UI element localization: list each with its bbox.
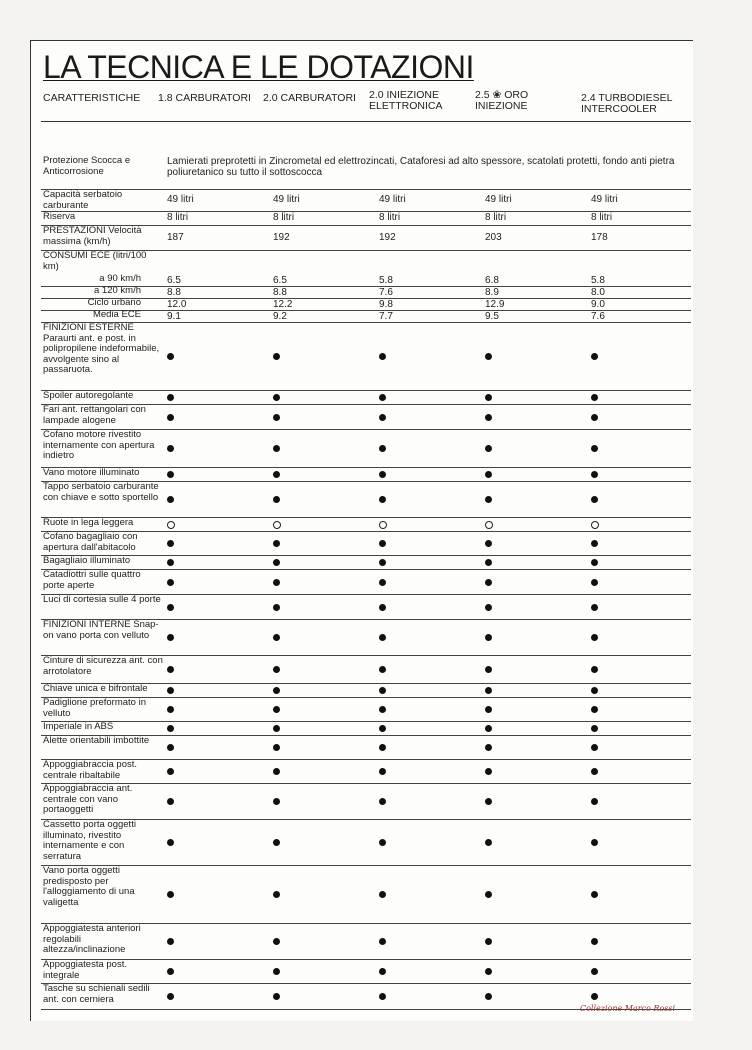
- filled-dot-icon: [379, 445, 386, 452]
- filled-dot-icon: [167, 579, 174, 586]
- filled-dot-icon: [167, 839, 174, 846]
- cell-value: 49 litri: [167, 194, 194, 205]
- filled-dot-icon: [167, 725, 174, 732]
- row-label: CONSUMI ECE (litri/100 km): [43, 250, 147, 272]
- filled-dot-icon: [379, 706, 386, 713]
- filled-dot-icon: [379, 687, 386, 694]
- filled-dot-icon: [273, 968, 280, 975]
- filled-dot-icon: [273, 634, 280, 641]
- filled-dot-icon: [379, 579, 386, 586]
- filled-dot-icon: [591, 687, 598, 694]
- filled-dot-icon: [379, 634, 386, 641]
- row-label: Ciclo urbano: [87, 297, 141, 308]
- row-feature: [41, 569, 691, 595]
- filled-dot-icon: [273, 891, 280, 898]
- row-label: FINIZIONI ESTERNE Paraurti ant. e post. in polipropilene indeformabile, avvolgente sino al passaruota.: [43, 322, 160, 375]
- filled-dot-icon: [273, 666, 280, 673]
- filled-dot-icon: [485, 414, 492, 421]
- header-caratteristiche: CARATTERISTICHE: [43, 92, 141, 104]
- filled-dot-icon: [591, 559, 598, 566]
- cell-value: 49 litri: [379, 194, 406, 205]
- filled-dot-icon: [591, 938, 598, 945]
- filled-dot-icon: [485, 687, 492, 694]
- filled-dot-icon: [591, 666, 598, 673]
- filled-dot-icon: [379, 666, 386, 673]
- cell-value: 6.5: [273, 275, 287, 286]
- cell-value: 49 litri: [485, 194, 512, 205]
- cell-value: 9.5: [485, 311, 499, 322]
- row-label: Padiglione preformato in velluto: [43, 697, 146, 719]
- row-label: Fari ant. rettangolari con lampade alogene: [43, 404, 146, 426]
- filled-dot-icon: [485, 744, 492, 751]
- filled-dot-icon: [167, 353, 174, 360]
- row-feature: [41, 735, 691, 760]
- row-label: PRESTAZIONI Velocità massima (km/h): [43, 225, 142, 247]
- filled-dot-icon: [167, 744, 174, 751]
- row-label: Appoggiatesta post. integrale: [43, 959, 127, 981]
- cell-value: 5.8: [591, 275, 605, 286]
- filled-dot-icon: [485, 394, 492, 401]
- filled-dot-icon: [273, 414, 280, 421]
- row-feature: [41, 467, 691, 482]
- filled-dot-icon: [591, 968, 598, 975]
- filled-dot-icon: [591, 744, 598, 751]
- filled-dot-icon: [485, 725, 492, 732]
- row-feature: [41, 759, 691, 784]
- filled-dot-icon: [485, 968, 492, 975]
- row-label: Riserva: [43, 211, 76, 222]
- cell-value: 12.2: [273, 299, 293, 310]
- filled-dot-icon: [485, 496, 492, 503]
- cell-value: 12.9: [485, 299, 505, 310]
- row-feature: [41, 865, 691, 924]
- header-col-2: 2.0 CARBURATORI: [263, 92, 356, 104]
- cell-value: 5.8: [379, 275, 393, 286]
- filled-dot-icon: [379, 744, 386, 751]
- cell-value: 9.2: [273, 311, 287, 322]
- filled-dot-icon: [167, 993, 174, 1000]
- filled-dot-icon: [485, 706, 492, 713]
- cell-value: 7.6: [379, 287, 393, 298]
- cell-value: 8.0: [591, 287, 605, 298]
- row-feature: [41, 404, 691, 430]
- cell-value: 192: [273, 231, 290, 243]
- filled-dot-icon: [273, 394, 280, 401]
- open-circle-icon: [273, 521, 281, 529]
- open-circle-icon: [167, 521, 175, 529]
- filled-dot-icon: [379, 471, 386, 478]
- filled-dot-icon: [273, 993, 280, 1000]
- row-label: Capacità serbatoio carburante: [43, 189, 123, 211]
- filled-dot-icon: [273, 604, 280, 611]
- filled-dot-icon: [167, 968, 174, 975]
- row-label: Protezione Scocca e Anticorrosione: [43, 155, 131, 177]
- filled-dot-icon: [167, 666, 174, 673]
- cell-value: 192: [379, 231, 396, 243]
- filled-dot-icon: [485, 768, 492, 775]
- filled-dot-icon: [273, 353, 280, 360]
- cell-value: 7.7: [379, 311, 393, 322]
- row-protezione: [41, 155, 691, 190]
- row-feature: [41, 517, 691, 532]
- document-page: [30, 40, 693, 1021]
- cell-value: 187: [167, 231, 184, 243]
- filled-dot-icon: [485, 353, 492, 360]
- cell-value: 8.8: [273, 287, 287, 298]
- row-feature: [41, 923, 691, 960]
- filled-dot-icon: [167, 414, 174, 421]
- filled-dot-icon: [167, 496, 174, 503]
- filled-dot-icon: [591, 496, 598, 503]
- filled-dot-icon: [167, 768, 174, 775]
- open-circle-icon: [485, 521, 493, 529]
- header-col-5: 2.4 TURBODIESEL INTERCOOLER: [581, 92, 673, 115]
- filled-dot-icon: [167, 471, 174, 478]
- cell-value: 8 litri: [485, 212, 507, 223]
- row-feature: [41, 819, 691, 866]
- filled-dot-icon: [591, 993, 598, 1000]
- filled-dot-icon: [167, 604, 174, 611]
- filled-dot-icon: [485, 938, 492, 945]
- filled-dot-icon: [273, 798, 280, 805]
- cell-value: 8.8: [167, 287, 181, 298]
- filled-dot-icon: [379, 993, 386, 1000]
- row-feature: [41, 683, 691, 698]
- filled-dot-icon: [485, 579, 492, 586]
- row-label: Ruote in lega leggera: [43, 517, 134, 528]
- row-feature: [41, 619, 691, 656]
- row-label: Appoggiabraccia ant. centrale con vano portaoggetti: [43, 783, 133, 815]
- filled-dot-icon: [379, 768, 386, 775]
- row-label: Media ECE: [92, 309, 141, 320]
- filled-dot-icon: [591, 540, 598, 547]
- filled-dot-icon: [591, 798, 598, 805]
- filled-dot-icon: [379, 414, 386, 421]
- row-feature: [41, 531, 691, 556]
- row-label: Cinture di sicurezza ant. con arrotolatore: [43, 655, 163, 677]
- row-label: Tappo serbatoio carburante con chiave e sotto sportello: [43, 481, 159, 503]
- row-label: Cassetto porta oggetti illuminato, rivestito internamente e con serratura: [43, 819, 136, 862]
- row-label: Bagagliaio illuminato: [43, 555, 131, 566]
- header-divider: [41, 121, 691, 122]
- cell-value: 6.8: [485, 275, 499, 286]
- open-circle-icon: [379, 521, 387, 529]
- filled-dot-icon: [167, 706, 174, 713]
- row-feature: [41, 555, 691, 570]
- row-label: a 120 km/h: [94, 285, 141, 296]
- row-label: a 90 km/h: [99, 273, 141, 284]
- cell-value: 9.8: [379, 299, 393, 310]
- filled-dot-icon: [273, 496, 280, 503]
- row-feature: [41, 390, 691, 405]
- filled-dot-icon: [167, 559, 174, 566]
- filled-dot-icon: [485, 634, 492, 641]
- filled-dot-icon: [591, 634, 598, 641]
- filled-dot-icon: [591, 394, 598, 401]
- filled-dot-icon: [379, 968, 386, 975]
- filled-dot-icon: [379, 839, 386, 846]
- filled-dot-icon: [485, 666, 492, 673]
- row-feature: [41, 783, 691, 820]
- filled-dot-icon: [273, 471, 280, 478]
- row-feature: [41, 655, 691, 684]
- filled-dot-icon: [485, 839, 492, 846]
- row-label: Tasche su schienali sedili ant. con cerniera: [43, 983, 150, 1005]
- row-feature: [41, 429, 691, 468]
- cell-value: 8 litri: [273, 212, 295, 223]
- filled-dot-icon: [167, 445, 174, 452]
- watermark: Collezione Marco Rossi: [579, 1004, 675, 1013]
- row-label: Imperiale in ABS: [43, 721, 114, 732]
- filled-dot-icon: [591, 725, 598, 732]
- cell-value: 203: [485, 231, 502, 243]
- cell-value: 8 litri: [591, 212, 613, 223]
- filled-dot-icon: [379, 798, 386, 805]
- page-title: LA TECNICA E LE DOTAZIONI: [43, 49, 474, 85]
- filled-dot-icon: [273, 706, 280, 713]
- filled-dot-icon: [591, 604, 598, 611]
- cell-value: 8 litri: [379, 212, 401, 223]
- cell-value: 9.0: [591, 299, 605, 310]
- filled-dot-icon: [485, 798, 492, 805]
- filled-dot-icon: [273, 559, 280, 566]
- header-col-3: 2.0 INIEZIONE ELETTRONICA: [369, 89, 443, 112]
- filled-dot-icon: [379, 725, 386, 732]
- filled-dot-icon: [485, 445, 492, 452]
- row-label: Cofano motore rivestito internamente con apertura indietro: [43, 429, 155, 461]
- filled-dot-icon: [273, 725, 280, 732]
- row-feature: [41, 481, 691, 518]
- filled-dot-icon: [379, 891, 386, 898]
- header-col-1: 1.8 CARBURATORI: [158, 92, 251, 104]
- filled-dot-icon: [379, 353, 386, 360]
- filled-dot-icon: [591, 891, 598, 898]
- filled-dot-icon: [273, 744, 280, 751]
- row-label: Alette orientabili imbottite: [43, 735, 150, 746]
- filled-dot-icon: [273, 445, 280, 452]
- filled-dot-icon: [485, 604, 492, 611]
- filled-dot-icon: [591, 768, 598, 775]
- filled-dot-icon: [167, 634, 174, 641]
- filled-dot-icon: [379, 604, 386, 611]
- row-feature: [41, 697, 691, 722]
- filled-dot-icon: [167, 540, 174, 547]
- filled-dot-icon: [167, 891, 174, 898]
- cell-value: 7.6: [591, 311, 605, 322]
- filled-dot-icon: [485, 993, 492, 1000]
- filled-dot-icon: [379, 394, 386, 401]
- filled-dot-icon: [591, 579, 598, 586]
- protezione-text: Lamierati preprotetti in Zincrometal ed elettrozincati, Cataforesi ad alto spessore, scatolati protetti, fondo anti pietra poliuretanico su tutto il sottoscocca: [167, 156, 675, 178]
- filled-dot-icon: [591, 353, 598, 360]
- filled-dot-icon: [485, 891, 492, 898]
- filled-dot-icon: [273, 938, 280, 945]
- cell-value: 49 litri: [591, 194, 618, 205]
- open-circle-icon: [591, 521, 599, 529]
- filled-dot-icon: [167, 938, 174, 945]
- row-label: Cofano bagagliaio con apertura dall'abitacolo: [43, 531, 138, 553]
- filled-dot-icon: [273, 540, 280, 547]
- row-feature: [41, 959, 691, 984]
- filled-dot-icon: [591, 445, 598, 452]
- filled-dot-icon: [379, 540, 386, 547]
- cell-value: 9.1: [167, 311, 181, 322]
- row-label: Vano motore illuminato: [43, 467, 140, 478]
- row-label: Luci di cortesia sulle 4 porte: [43, 594, 161, 605]
- filled-dot-icon: [379, 559, 386, 566]
- filled-dot-icon: [167, 394, 174, 401]
- cell-value: 178: [591, 231, 608, 243]
- filled-dot-icon: [591, 706, 598, 713]
- cell-value: 49 litri: [273, 194, 300, 205]
- filled-dot-icon: [591, 839, 598, 846]
- cell-value: 12.0: [167, 299, 187, 310]
- cell-value: 8.9: [485, 287, 499, 298]
- row-spec: [41, 189, 691, 212]
- cell-value: 8 litri: [167, 212, 189, 223]
- row-label: Appoggiatesta anteriori regolabili altezza/inclinazione: [43, 923, 141, 955]
- filled-dot-icon: [485, 559, 492, 566]
- filled-dot-icon: [273, 839, 280, 846]
- row-label: FINIZIONI INTERNE Snap-on vano porta con velluto: [43, 619, 159, 641]
- row-spec: [41, 225, 691, 251]
- filled-dot-icon: [167, 798, 174, 805]
- row-feature: [41, 594, 691, 620]
- filled-dot-icon: [591, 471, 598, 478]
- filled-dot-icon: [485, 540, 492, 547]
- filled-dot-icon: [167, 687, 174, 694]
- row-consumi-header: [41, 250, 691, 274]
- row-label: Spoiler autoregolante: [43, 390, 134, 401]
- row-label: Catadiottri sulle quattro porte aperte: [43, 569, 141, 591]
- row-label: Chiave unica e bifrontale: [43, 683, 148, 694]
- filled-dot-icon: [379, 496, 386, 503]
- row-spec: [41, 211, 691, 226]
- filled-dot-icon: [379, 938, 386, 945]
- row-label: Vano porta oggetti predisposto per l'alloggiamento di una valigetta: [43, 865, 135, 908]
- filled-dot-icon: [591, 414, 598, 421]
- cell-value: 6.5: [167, 275, 181, 286]
- header-col-4: 2.5 ❀ ORO INIEZIONE: [475, 89, 529, 112]
- filled-dot-icon: [273, 579, 280, 586]
- row-label: Appoggiabraccia post. centrale ribaltabile: [43, 759, 138, 781]
- row-feature: [41, 322, 691, 391]
- filled-dot-icon: [273, 768, 280, 775]
- filled-dot-icon: [485, 471, 492, 478]
- filled-dot-icon: [273, 687, 280, 694]
- row-feature: [41, 721, 691, 736]
